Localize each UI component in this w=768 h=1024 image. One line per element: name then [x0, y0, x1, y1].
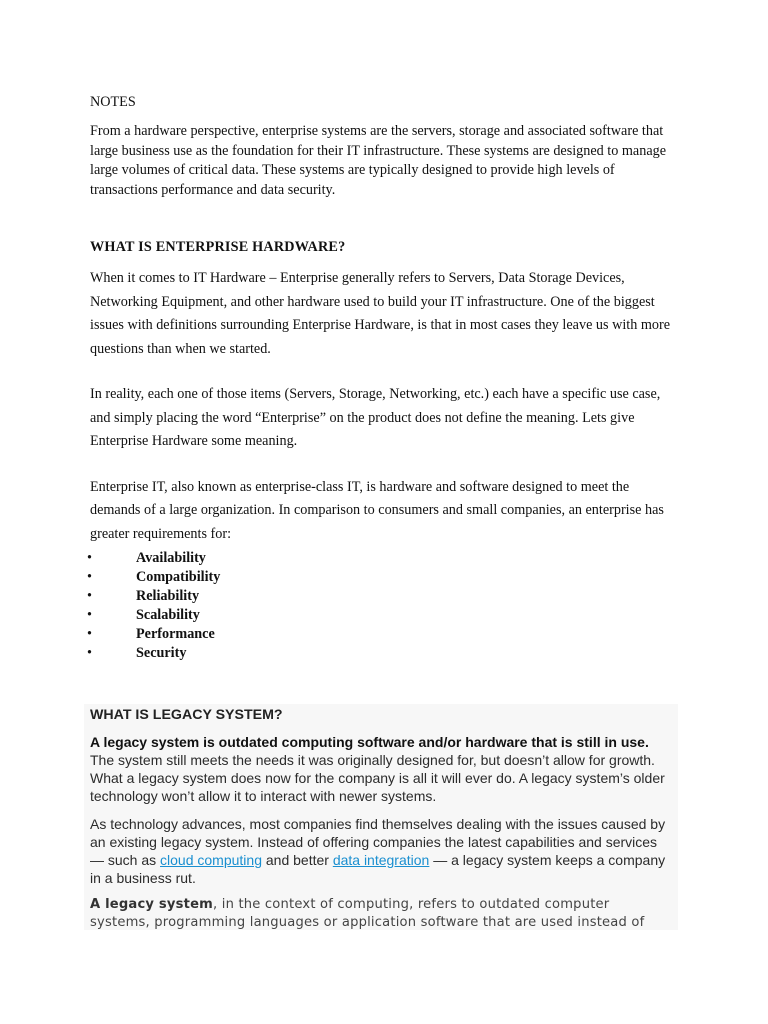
legacy-system-heading: WHAT IS LEGACY SYSTEM?: [90, 707, 283, 723]
enterprise-paragraph-2: In reality, each one of those items (Servers, Storage, Networking, etc.) each have a specific use case, and simply placing the word “Enterprise” on the product does not define the meaning. Lets give Enterprise Hardware some meaning.: [90, 386, 661, 449]
bullet-icon: •: [87, 550, 92, 566]
cloud-computing-link[interactable]: cloud computing: [160, 852, 262, 868]
bullet-icon: •: [87, 569, 92, 585]
list-item: • Performance: [87, 626, 215, 642]
legacy-term-bold: A legacy system: [90, 897, 214, 912]
legacy-paragraph-3: A legacy system, in the context of computing, refers to outdated computer systems, programming languages or application software that are used instead of: [90, 897, 645, 930]
enterprise-paragraph-1: When it comes to IT Hardware – Enterprise generally refers to Servers, Data Storage Devices, Networking Equipment, and other hardware used to build your IT infrastructure. One of the biggest issues with definitions surrounding Enterprise Hardware, is that in most cases they leave us with more questions than when we started.: [90, 270, 670, 357]
bullet-icon: •: [87, 607, 92, 623]
notes-title: NOTES: [90, 94, 136, 110]
bullet-icon: •: [87, 645, 92, 661]
enterprise-hardware-heading: WHAT IS ENTERPRISE HARDWARE?: [90, 239, 346, 255]
list-item: • Compatibility: [87, 569, 221, 585]
bullet-icon: •: [87, 588, 92, 604]
list-item: • Scalability: [87, 607, 200, 623]
notes-paragraph: From a hardware perspective, enterprise systems are the servers, storage and associated software that large business use as the foundation for their IT infrastructure. These systems are designed to manage large volumes of critical data. These systems are typically designed to provide high levels of transactions performance and data security.: [90, 123, 667, 198]
list-item: • Reliability: [87, 588, 200, 604]
legacy-paragraph-2: As technology advances, most companies find themselves dealing with the issues caused by an existing legacy system. Instead of offering companies the latest capabilities and services — such as cloud computing and better data integration — a legacy system keeps a company in a business rut.: [90, 816, 666, 886]
list-item: • Availability: [87, 550, 206, 566]
legacy-paragraph-1: A legacy system is outdated computing software and/or hardware that is still in use. The system still meets the needs it was originally designed for, but doesn’t allow for growth. What a legacy system does now for the company is all it will ever do. A legacy system’s older technology won’t allow it to interact with newer systems.: [90, 734, 665, 804]
bullet-icon: •: [87, 626, 92, 642]
requirements-list: [87, 549, 680, 663]
legacy-definition-bold: A legacy system is outdated computing software and/or hardware that is still in use.: [90, 734, 649, 750]
enterprise-paragraph-3: Enterprise IT, also known as enterprise-class IT, is hardware and software designed to meet the demands of a large organization. In comparison to consumers and small companies, an enterprise has greater requirements for:: [90, 478, 664, 542]
document-page: [87, 93, 680, 663]
legacy-system-section: [84, 704, 678, 930]
data-integration-link[interactable]: data integration: [332, 852, 430, 868]
list-item: • Security: [87, 645, 187, 661]
